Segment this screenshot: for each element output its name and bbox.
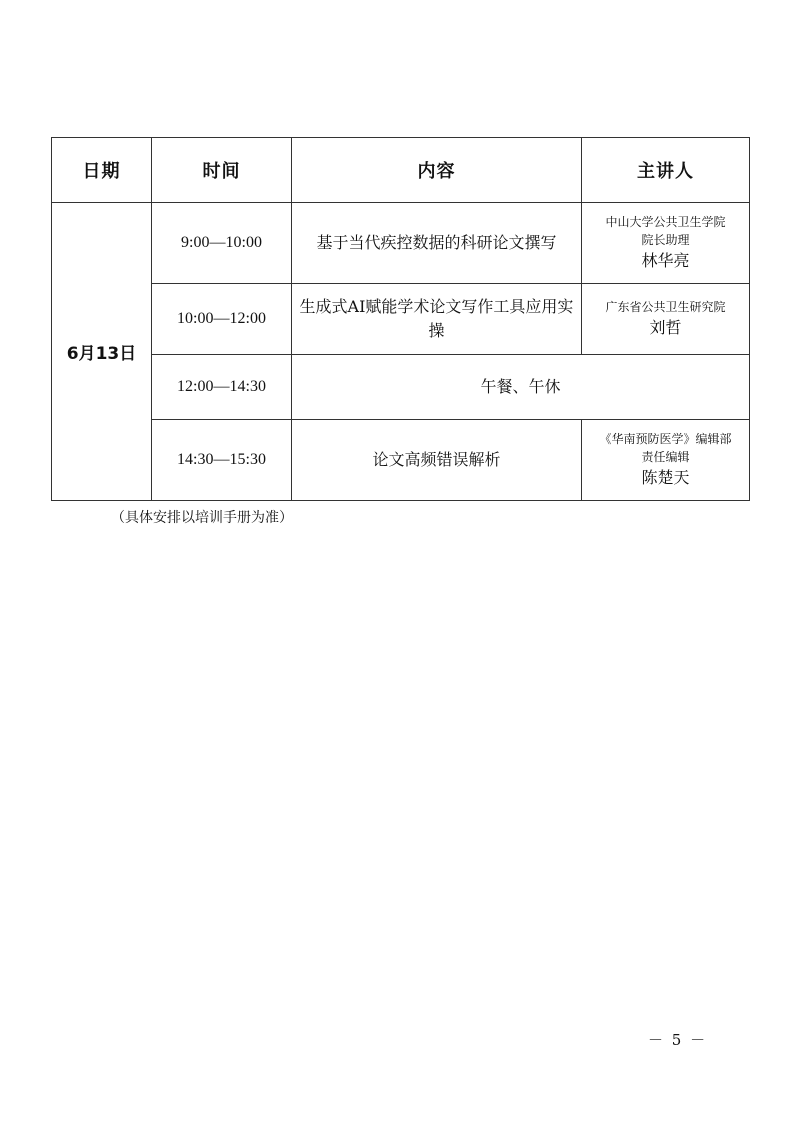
header-content: 内容 [292, 138, 582, 203]
header-date: 日期 [52, 138, 152, 203]
speaker-name: 陈楚天 [641, 468, 690, 487]
speaker-name: 刘哲 [649, 318, 682, 337]
speaker-title: 责任编辑 [641, 450, 690, 464]
table-row [52, 355, 750, 420]
speaker-title: 院长助理 [641, 233, 690, 247]
content-cell: 论文高频错误解析 [292, 420, 582, 501]
speaker-org: 《华南预防医学》编辑部 [599, 432, 732, 446]
page-number: － 5 － [648, 1031, 708, 1049]
schedule-note: （具体安排以培训手册为准） [111, 510, 293, 526]
speaker-cell [582, 420, 750, 501]
speaker-name: 林华亮 [641, 251, 690, 270]
schedule-table [51, 137, 750, 501]
content-cell: 生成式AI赋能学术论文写作工具应用实操 [292, 284, 582, 355]
header-speaker: 主讲人 [582, 138, 750, 203]
table-row [52, 420, 750, 501]
speaker-cell [582, 284, 750, 355]
table-row [52, 284, 750, 355]
content-cell: 基于当代疾控数据的科研论文撰写 [292, 203, 582, 284]
header-time: 时间 [152, 138, 292, 203]
table-header-row [52, 138, 750, 203]
table-row [52, 203, 750, 284]
time-cell: 9:00—10:00 [152, 203, 292, 284]
speaker-cell [582, 203, 750, 284]
time-cell: 10:00—12:00 [152, 284, 292, 355]
speaker-org: 中山大学公共卫生学院 [605, 215, 726, 229]
content-cell-break: 午餐、午休 [292, 355, 750, 420]
speaker-org: 广东省公共卫生研究院 [605, 300, 726, 314]
date-cell: 6月13日 [52, 203, 152, 501]
time-cell: 14:30—15:30 [152, 420, 292, 501]
time-cell: 12:00—14:30 [152, 355, 292, 420]
